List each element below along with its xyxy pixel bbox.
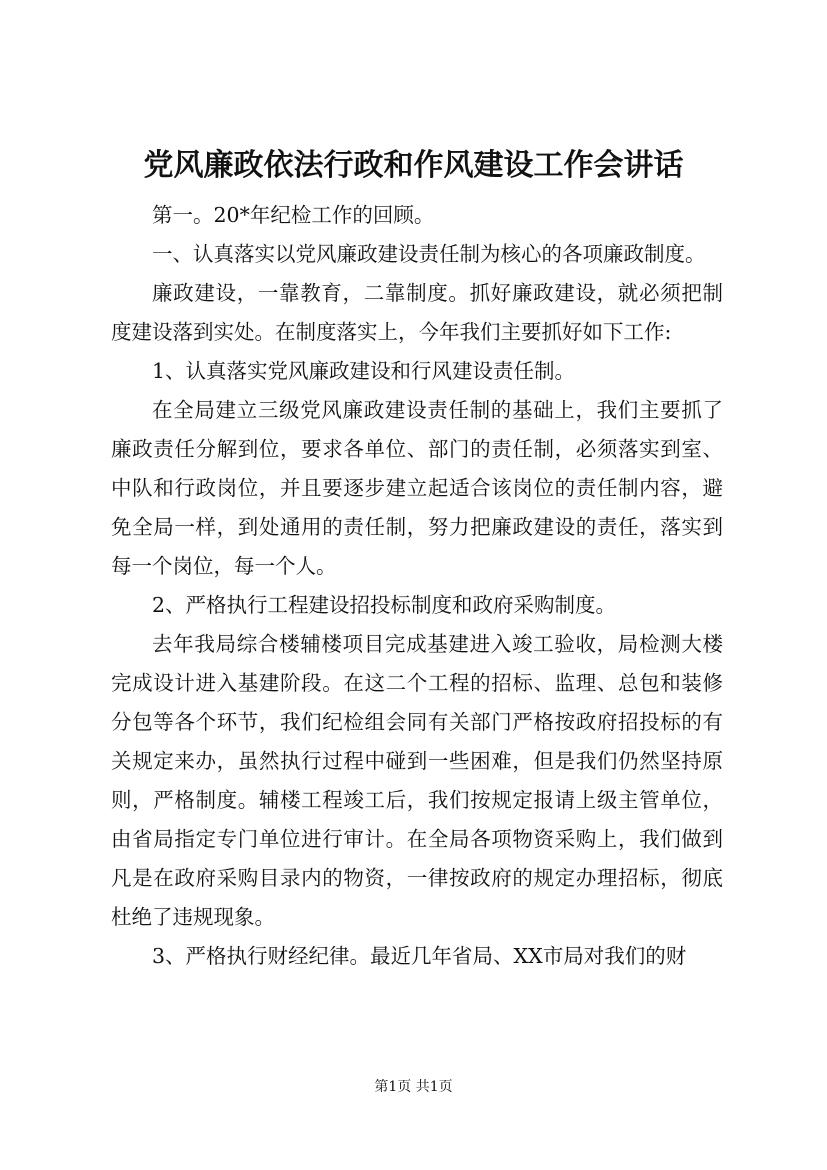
paragraph-7: 去年我局综合楼辅楼项目完成基建进入竣工验收，局检测大楼完成设计进入基建阶段。在这二个工程的招标、监理、总包和装修分包等各个环节，我们纪检组会同有关部门严格按政府招投标的有关规定来办，虽然执行过程中碰到一些困难，但是我们仍然坚持原则，严格制度。辅楼工程竣工后，我们按规定报请上级主管单位，由省局指定专门单位进行审计。在全局各项物资采购上，我们做到凡是在政府采购目录内的物资，一律按政府的规定办理招标，彻底杜绝了违规现象。	[111, 632, 723, 929]
page-footer: 第1页 共1页	[374, 1079, 453, 1095]
document-title: 党风廉政依法行政和作风建设工作会讲话	[143, 148, 684, 183]
paragraph-2: 一、认真落实以党风廉政建设责任制为核心的各项廉政制度。	[152, 242, 706, 266]
paragraph-1: 第一。20*年纪检工作的回顾。	[152, 203, 435, 227]
paragraph-4: 1、认真落实党风廉政建设和行风建设责任制。	[152, 359, 576, 383]
paragraph-3: 廉政建设，一靠教育，二靠制度。抓好廉政建设，就必须把制度建设落到实处。在制度落实上，今年我们主要抓好如下工作:	[111, 281, 723, 344]
paragraph-6: 2、严格执行工程建设招投标制度和政府采购制度。	[152, 593, 617, 617]
paragraph-8: 3、严格执行财经纪律。最近几年省局、XX市局对我们的财	[152, 944, 687, 968]
paragraph-5: 在全局建立三级党风廉政建设责任制的基础上，我们主要抓了廉政责任分解到位，要求各单位、部门的责任制，必须落实到室、中队和行政岗位，并且要逐步建立起适合该岗位的责任制内容，避免全局一样，到处通用的责任制，努力把廉政建设的责任，落实到每一个岗位，每一个人。	[111, 398, 723, 578]
document-body	[111, 196, 723, 976]
